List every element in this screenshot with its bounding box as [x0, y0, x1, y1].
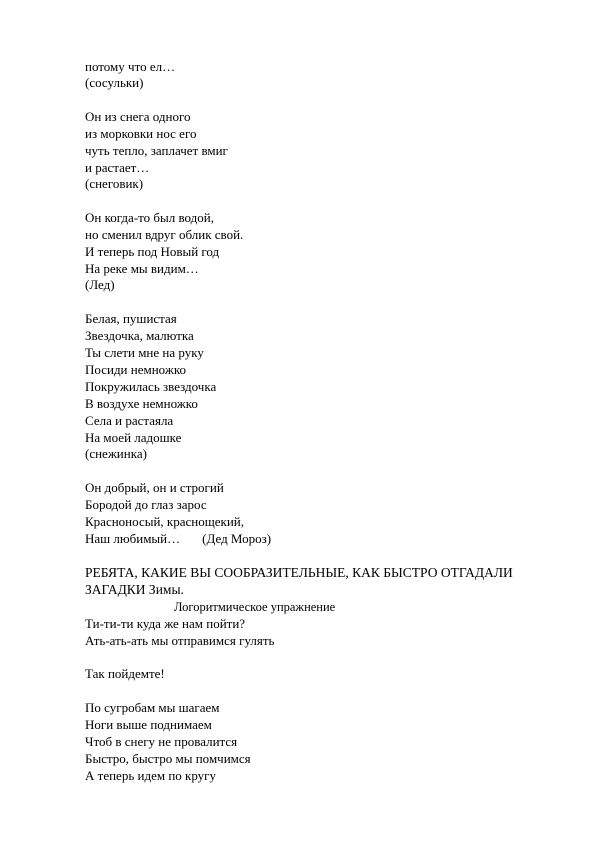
- text-line: Посиди немножко: [85, 362, 186, 377]
- text-line: Быстро, быстро мы помчимся: [85, 751, 251, 766]
- text-line: Звездочка, малютка: [85, 328, 194, 343]
- text-line: Он добрый, он и строгий: [85, 480, 224, 495]
- text-line: Ать-ать-ать мы отправимся гулять: [85, 633, 275, 648]
- text-line: И теперь под Новый год: [85, 244, 220, 259]
- text-line: Ты слети мне на руку: [85, 345, 204, 360]
- text-line: Он когда-то был водой,: [85, 210, 214, 225]
- text-line: На реке мы видим…: [85, 261, 199, 276]
- text-line-with-answer: [85, 531, 271, 547]
- text-line: из морковки нос его: [85, 126, 197, 141]
- text-line: На моей ладошке: [85, 430, 182, 445]
- text-line: Ноги выше поднимаем: [85, 717, 212, 732]
- riddle-answer: (Лед): [85, 277, 115, 292]
- text-line: Покружилась звездочка: [85, 379, 217, 394]
- exercise-title: Логоритмическое упражнение: [174, 600, 336, 614]
- text-line: и растает…: [85, 160, 150, 175]
- text-line: По сугробам мы шагаем: [85, 700, 220, 715]
- text-line: А теперь идем по кругу: [85, 768, 216, 783]
- heading-line: ЗАГАДКИ Зимы.: [85, 582, 184, 597]
- text-line: В воздухе немножко: [85, 396, 198, 411]
- text-line: чуть тепло, заплачет вмиг: [85, 143, 228, 158]
- text-line: Он из снега одного: [85, 109, 191, 124]
- riddle-answer: (сосульки): [85, 75, 144, 90]
- text-line: Села и растаяла: [85, 413, 174, 428]
- text-line: Красноносый, краснощекий,: [85, 514, 244, 529]
- text-line: Белая, пушистая: [85, 311, 177, 326]
- text-line: Наш любимый…: [85, 531, 181, 546]
- riddle-answer: (снеговик): [85, 176, 144, 191]
- text-line: Ти-ти-ти куда же нам пойти?: [85, 616, 246, 631]
- text-line: Бородой до глаз зарос: [85, 497, 207, 512]
- text-line: но сменил вдруг облик свой.: [85, 227, 244, 242]
- riddle-answer: (снежинка): [85, 446, 147, 461]
- text-line: Чтоб в снегу не провалится: [85, 734, 238, 749]
- text-line: потому что ел…: [85, 59, 176, 74]
- text-line: Так пойдемте!: [85, 666, 165, 681]
- riddle-answer: (Дед Мороз): [202, 531, 272, 546]
- heading-line: РЕБЯТА, КАКИЕ ВЫ СООБРАЗИТЕЛЬНЫЕ, КАК БЫСТРО ОТГАДАЛИ: [85, 565, 513, 580]
